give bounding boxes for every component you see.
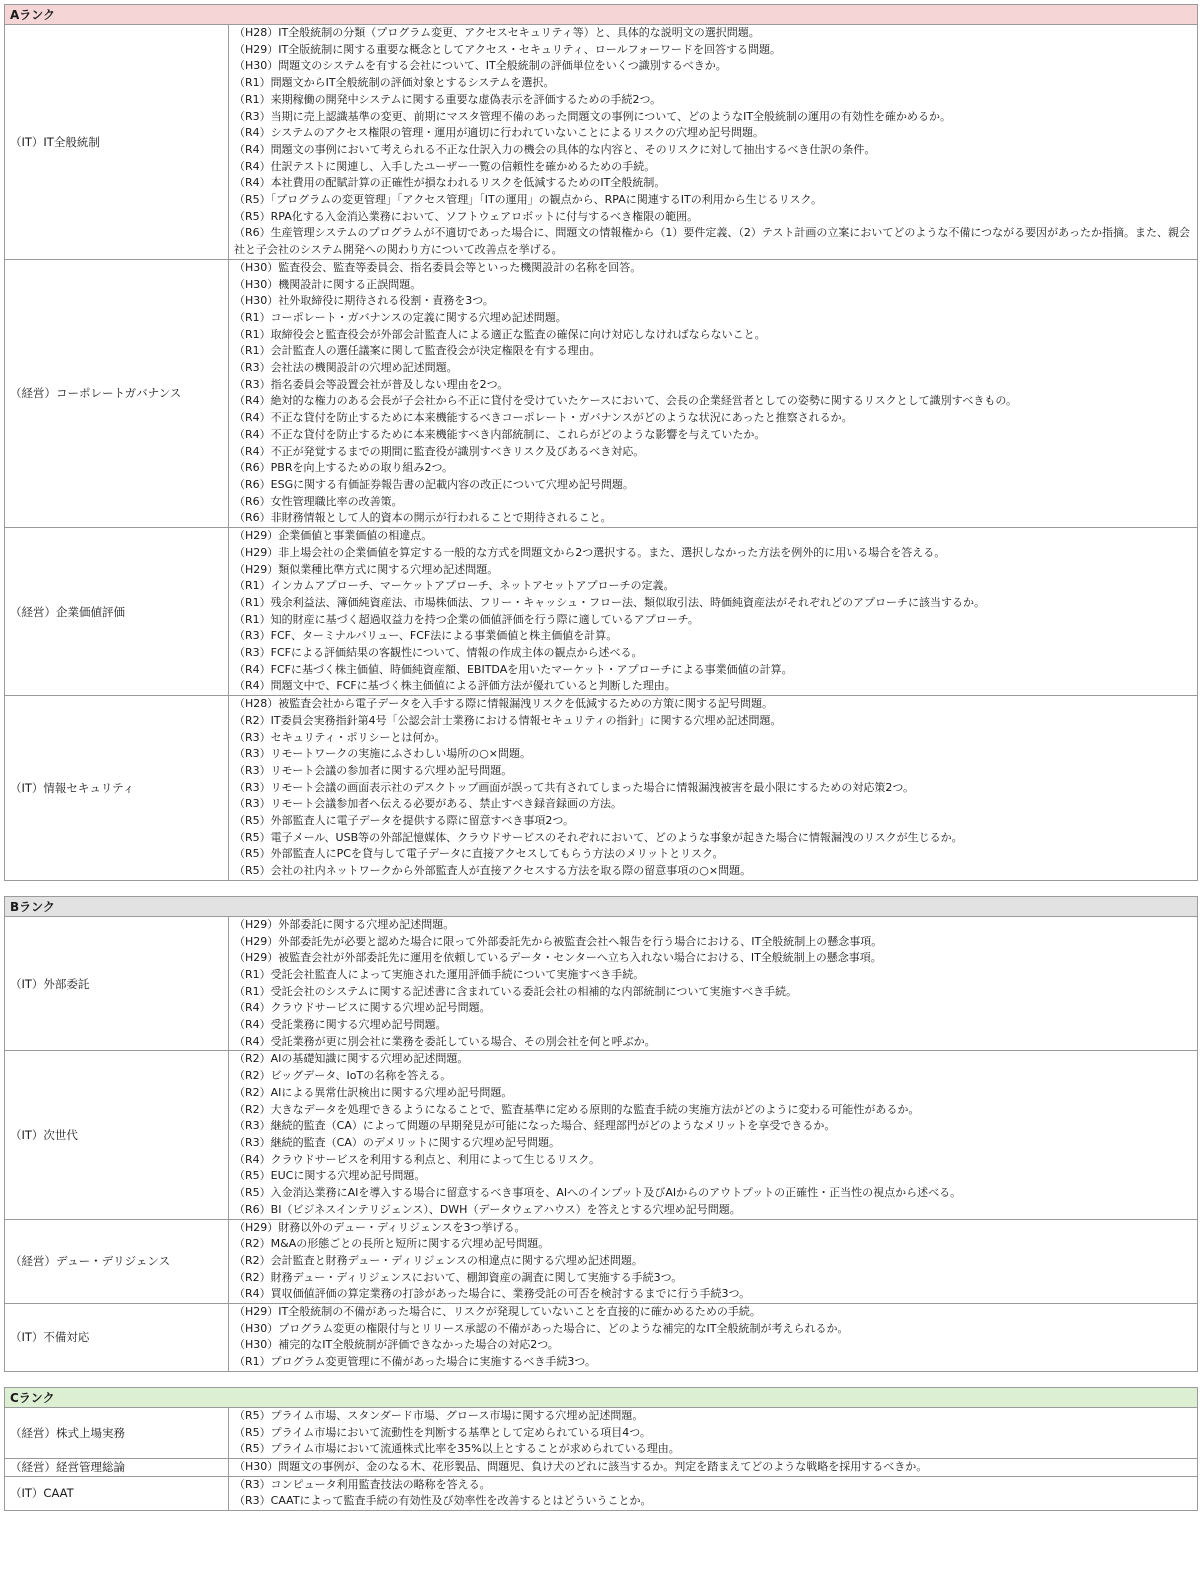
question-item: （R3）当期に売上認識基準の変更、前期にマスタ管理不備のあった問題文の事例について、どのようなIT全般統制の運用の有効性を確かめるか。	[234, 109, 952, 123]
question-item: （R4）不正な貸付を防止するために本来機能するべきコーポレート・ガバナンスがどのような状況にあったと推察されるか。	[234, 411, 853, 425]
question-list	[229, 25, 1198, 260]
question-item: （H30）問題文の事例が、金のなる木、花形製品、問題児、負け犬のどれに該当するか。判定を踏まえてどのような戦略を採用するべきか。	[234, 1459, 928, 1473]
question-item: （R4）絶対的な権力のある会長が子会社から不正に貸付を受けていたケースにおいて、会長の企業経営者としての姿勢に関するリスクとして識別すべきもの。	[234, 394, 1017, 408]
question-item: （R2）会計監査と財務デュー・ディリジェンスの相違点に関する穴埋め記述問題。	[234, 1253, 643, 1267]
question-item: （H30）プログラム変更の権限付与とリリース承認の不備があった場合に、どのような補完的なIT全般統制が考えられるか。	[234, 1321, 849, 1335]
rank-sheet	[4, 4, 1197, 1511]
question-item: （R1）受託会社監査人によって実施された運用評価手続について実施すべき手続。	[234, 967, 645, 981]
question-item: （H28）IT全般統制の分類（プログラム変更、アクセスセキュリティ等）と、具体的な説明文の選択問題。	[234, 26, 760, 39]
question-item: （H29）IT全般統制の不備があった場合に、リスクが発現していないことを直接的に確かめるための手続。	[234, 1305, 761, 1319]
question-item: （R3）FCF、ターミナルバリュー、FCF法による事業価値と株主価値を計算。	[234, 629, 618, 643]
question-item: （R3）リモート会議の画面表示社のデスクトップ画面が誤って共有されてしまった場合に情報漏洩被害を最小限にするための対応策2つ。	[234, 780, 914, 794]
rank-label: Aランク	[5, 5, 1198, 25]
question-item: （H29）財務以外のデュー・ディリジェンスを3つ挙げる。	[234, 1220, 526, 1234]
topic-name: （経営）企業価値評価	[5, 528, 229, 696]
topic-row	[5, 1304, 1198, 1372]
question-item: （R4）不正な貸付を防止するために本来機能すべき内部統制に、これらがどのような影響を与えていたか。	[234, 427, 766, 441]
topic-row	[5, 25, 1198, 260]
question-item: （R2）AIの基礎知識に関する穴埋め記述問題。	[234, 1052, 469, 1066]
topic-row	[5, 259, 1198, 527]
question-item: （H29）IT全版統制に関する重要な概念としてアクセス・セキュリティ、ロールフォーワードを回答する問題。	[234, 42, 782, 56]
question-item: （R5）EUCに関する穴埋め記号問題。	[234, 1169, 426, 1183]
question-item: （R5）RPA化する入金消込業務において、ソフトウェアロボットに付与するべき権限の範囲。	[234, 209, 699, 223]
question-item: （H30）機関設計に関する正誤問題。	[234, 277, 422, 291]
question-item: （R3）指名委員会等設置会社が普及しない理由を2つ。	[234, 377, 509, 391]
question-item: （R3）リモート会議の参加者に関する穴埋め記号問題。	[234, 763, 513, 777]
question-item: （R5）プライム市場において流通株式比率を35%以上とすることが求められている理由。	[234, 1442, 680, 1456]
question-list	[229, 1304, 1198, 1372]
question-item: （R5）外部監査人にPCを貸与して電子データに直接アクセスしてもらう方法のメリットとリスク。	[234, 847, 724, 861]
question-item: （R2）大きなデータを処理できるようになることで、監査基準に定める原則的な監査手続の実施方法がどのように変わる可能性があるか。	[234, 1102, 920, 1116]
rank-header-row	[5, 896, 1198, 916]
question-item: （R1）会計監査人の選任議案に関して監査役会が決定権限を有する理由。	[234, 344, 601, 358]
question-item: （R4）仕訳テストに関連し、入手したユーザー一覧の信頼性を確かめるための手続。	[234, 159, 656, 173]
question-item: （R5）電子メール、USB等の外部記憶媒体、クラウドサービスのそれぞれにおいて、どのような事象が起きた場合に情報漏洩のリスクが生じるか。	[234, 830, 963, 844]
question-item: （R4）受託業務が更に別会社に業務を委託している場合、その別会社を何と呼ぶか。	[234, 1034, 656, 1048]
question-item: （R4）クラウドサービスに関する穴埋め記号問題。	[234, 1001, 491, 1015]
topic-row	[5, 916, 1198, 1051]
question-item: （H30）社外取締役に期待される役割・責務を3つ。	[234, 294, 494, 308]
question-item: （H29）外部委託に関する穴埋め記述問題。	[234, 917, 455, 931]
question-item: （H29）被監査会社が外部委託先に運用を依頼しているデータ・センターへ立ち入れない場合における、IT全般統制上の懸念事項。	[234, 951, 882, 965]
question-list	[229, 259, 1198, 527]
topic-row	[5, 1051, 1198, 1219]
question-item: （R3）会社法の機関設計の穴埋め記述問題。	[234, 361, 458, 375]
question-item: （R5）入金消込業務にAIを導入する場合に留意するべき事項を、AIへのインプット及びAIからのアウトプットの正確性・正当性の視点から述べる。	[234, 1186, 962, 1200]
question-item: （H30）問題文のシステムを有する会社について、IT全般統制の評価単位をいくつ識別するべきか。	[234, 59, 727, 73]
question-item: （R1）来期稼働の開発中システムに関する重要な虚偽表示を評価するための手続2つ。	[234, 92, 662, 106]
topic-name: （IT）情報セキュリティ	[5, 696, 229, 881]
question-list	[229, 1051, 1198, 1219]
question-item: （R1）問題文からIT全般統制の評価対象とするシステムを選択。	[234, 76, 555, 90]
question-item: （R3）継続的監査（CA）によって問題の早期発見が可能になった場合、経理部門がどのようなメリットを享受できるか。	[234, 1119, 836, 1133]
question-item: （R3）FCFによる評価結果の客観性について、情報の作成主体の観点から述べる。	[234, 646, 643, 660]
rank-label: Cランク	[5, 1387, 1198, 1407]
question-item: （R1）知的財産に基づく超過収益力を持つ企業の価値評価を行う際に適しているアプローチ。	[234, 612, 699, 626]
question-list	[229, 1476, 1198, 1510]
question-item: （H30）監査役会、監査等委員会、指名委員会等といった機関設計の名称を回答。	[234, 260, 642, 274]
question-item: （H30）補完的なIT全般統制が評価できなかった場合の対応2つ。	[234, 1338, 559, 1352]
section-spacer	[4, 1372, 1197, 1387]
question-item: （H29）外部委託先が必要と認めた場合に限って外部委託先から被監査会社へ報告を行う場合における、IT全般統制上の懸念事項。	[234, 934, 883, 948]
topic-name: （IT）IT全般統制	[5, 25, 229, 260]
question-item: （R2）IT委員会実務指針第4号「公認会計士業務における情報セキュリティの指針」に関する穴埋め記述問題。	[234, 713, 782, 727]
question-item: （R4）買収価値評価の算定業務の打診があった場合に、業務受託の可否を検討するまでに行う手続3つ。	[234, 1287, 751, 1301]
topic-row	[5, 696, 1198, 881]
question-item: （R3）コンピュータ利用監査技法の略称を答える。	[234, 1477, 491, 1491]
rank-header-row	[5, 5, 1198, 25]
question-list	[229, 1458, 1198, 1476]
question-item: （R2）AIによる異常仕訳検出に関する穴埋め記号問題。	[234, 1085, 513, 1099]
topic-row	[5, 1219, 1198, 1304]
topic-name: （経営）株式上場実務	[5, 1407, 229, 1458]
rank-header-row	[5, 1387, 1198, 1407]
question-item: （R1）プログラム変更管理に不備があった場合に実施するべき手続3つ。	[234, 1355, 596, 1369]
question-item: （R3）リモートワークの実施にふさわしい場所の○×問題。	[234, 747, 532, 761]
question-item: （H29）企業価値と事業価値の相違点。	[234, 529, 433, 543]
question-item: （H28）被監査会社から電子データを入手する際に情報漏洩リスクを低減するための方策に関する記号問題。	[234, 697, 774, 711]
question-item: （R6）女性管理職比率の改善策。	[234, 494, 403, 508]
question-item: （R5）プライム市場、スタンダード市場、グロース市場に関する穴埋め記述問題。	[234, 1408, 644, 1422]
question-item: （R1）取締役会と監査役会が外部会計監査人による適正な監査の確保に向け対応しなければならないこと。	[234, 327, 766, 341]
question-item: （R4）受託業務に関する穴埋め記号問題。	[234, 1018, 447, 1032]
question-item: （R4）問題文の事例において考えられる不正な仕訳入力の機会の具体的な内容と、そのリスクに対して抽出するべき仕訳の条件。	[234, 142, 876, 156]
question-item: （R4）問題文中で、FCFに基づく株主価値による評価方法が優れていると判断した理由。	[234, 679, 676, 693]
topic-name: （経営）経営管理総論	[5, 1458, 229, 1476]
question-list	[229, 1407, 1198, 1458]
topic-name: （経営）コーポレートガバナンス	[5, 259, 229, 527]
question-item: （R4）FCFに基づく株主価値、時価純資産額、EBITDAを用いたマーケット・アプローチによる事業価値の計算。	[234, 662, 793, 676]
topic-row	[5, 1407, 1198, 1458]
question-item: （R3）CAATによって監査手続の有効性及び効率性を改善するとはどういうことか。	[234, 1494, 652, 1508]
question-list	[229, 1219, 1198, 1304]
question-item: （R5）「プログラムの変更管理」「アクセス管理」「ITの運用」の観点から、RPAに関連するITの利用から生じるリスク。	[234, 193, 823, 207]
topic-name: （IT）外部委託	[5, 916, 229, 1051]
question-item: （R1）インカムアプローチ、マーケットアプローチ、ネットアセットアプローチの定義。	[234, 579, 675, 593]
question-item: （R6）PBRを向上するための取り組み2つ。	[234, 461, 454, 475]
question-item: （R2）財務デュー・ディリジェンスにおいて、棚卸資産の調査に関して実施する手続3つ。	[234, 1270, 683, 1284]
question-item: （R6）生産管理システムのプログラムが不適切であった場合に、問題文の情報権から（1）要件定義、（2）テスト計画の立案においてどのような不備につながる要因があったか指摘。また、親会社と子会社のシステム開発への関わり方について改善点を挙げる。	[234, 226, 1191, 257]
question-item: （R4）システムのアクセス権限の管理・運用が適切に行われていないことによるリスクの穴埋め記号問題。	[234, 126, 764, 140]
question-item: （R3）セキュリティ・ポリシーとは何か。	[234, 730, 446, 744]
question-item: （R5）外部監査人に電子データを提供する際に留意すべき事項2つ。	[234, 814, 574, 828]
question-item: （R4）クラウドサービスを利用する利点と、利用によって生じるリスク。	[234, 1152, 600, 1166]
topic-row	[5, 528, 1198, 696]
topic-row	[5, 1476, 1198, 1510]
question-list	[229, 696, 1198, 881]
question-item: （R2）M&Aの形態ごとの長所と短所に関する穴埋め記号問題。	[234, 1237, 550, 1251]
question-item: （H29）非上場会社の企業価値を算定する一般的な方式を問題文から2つ選択する。また、選択しなかった方法を例外的に用いる場合を答える。	[234, 545, 946, 559]
topic-name: （IT）CAAT	[5, 1476, 229, 1510]
topic-name: （IT）次世代	[5, 1051, 229, 1219]
topic-name: （IT）不備対応	[5, 1304, 229, 1372]
question-item: （H29）類似業種比準方式に関する穴埋め記述問題。	[234, 562, 499, 576]
topic-name: （経営）デュー・デリジェンス	[5, 1219, 229, 1304]
question-list	[229, 916, 1198, 1051]
question-item: （R6）BI（ビジネスインテリジェンス）、DWH（データウェアハウス）を答えとする穴埋め記号問題。	[234, 1202, 741, 1216]
topic-row	[5, 1458, 1198, 1476]
question-item: （R3）継続的監査（CA）のデメリットに関する穴埋め記号問題。	[234, 1136, 560, 1149]
question-item: （R5）プライム市場において流動性を判断する基準として定められている項目4つ。	[234, 1425, 651, 1439]
question-item: （R2）ビッグデータ、IoTの名称を答える。	[234, 1069, 452, 1083]
question-item: （R1）コーポレート・ガバナンスの定義に関する穴埋め記述問題。	[234, 310, 567, 324]
question-list	[229, 528, 1198, 696]
question-item: （R6）非財務情報として人的資本の開示が行われることで期待されること。	[234, 511, 612, 525]
question-item: （R6）ESGに関する有価証券報告書の記載内容の改正について穴埋め記号問題。	[234, 477, 634, 491]
question-item: （R4）本社費用の配賦計算の正確性が損なわれるリスクを低減するためのIT全般統制。	[234, 176, 666, 190]
question-item: （R3）リモート会議参加者へ伝える必要がある、禁止すべき録音録画の方法。	[234, 797, 622, 811]
question-item: （R1）受託会社のシステムに関する記述書に含まれている委託会社の相補的な内部統制について実施すべき手続。	[234, 984, 798, 998]
question-item: （R1）残余利益法、簿価純資産法、市場株価法、フリー・キャッシュ・フロー法、類似取引法、時価純資産法がそれぞれどのアプローチに該当するか。	[234, 595, 985, 609]
rank-table	[4, 4, 1198, 881]
rank-table	[4, 1387, 1198, 1511]
rank-table	[4, 896, 1198, 1372]
question-item: （R4）不正が発覚するまでの期間に監査役が識別すべきリスク及びあるべき対応。	[234, 444, 645, 458]
rank-label: Bランク	[5, 896, 1198, 916]
section-spacer	[4, 881, 1197, 896]
question-item: （R5）会社の社内ネットワークから外部監査人が直接アクセスする方法を取る際の留意事項の○×問題。	[234, 864, 752, 878]
